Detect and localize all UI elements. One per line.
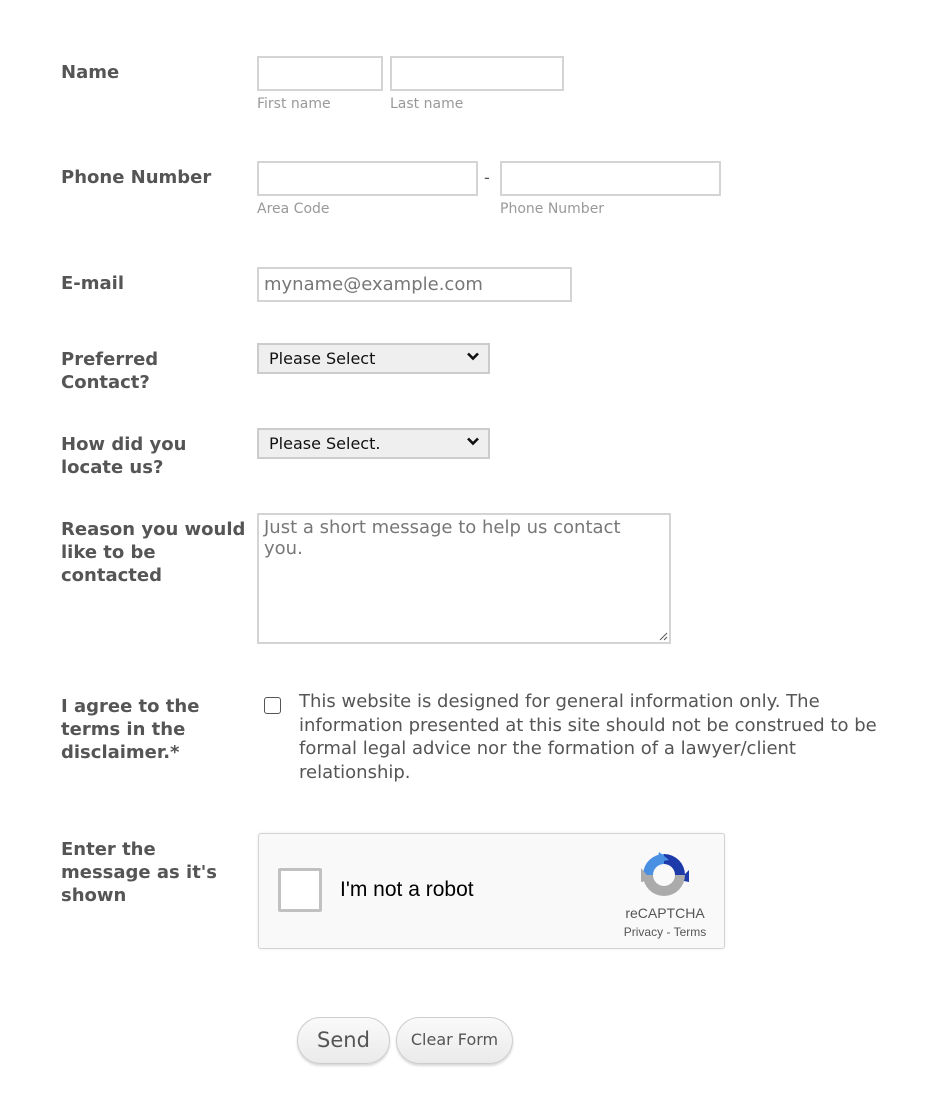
recaptcha-widget xyxy=(258,833,725,949)
email-placeholder: myname@example.com xyxy=(264,274,483,295)
preferred-contact-select[interactable] xyxy=(257,343,490,374)
recaptcha-brand: reCAPTCHA xyxy=(625,905,705,921)
chevron-down-icon xyxy=(466,434,480,448)
captcha-label xyxy=(61,838,217,907)
terms-link[interactable]: Terms xyxy=(673,925,707,939)
email-label: E-mail xyxy=(61,273,125,294)
first-name-input[interactable] xyxy=(257,56,383,91)
recaptcha-text: I'm not a robot xyxy=(340,878,474,901)
label-line: Contact? xyxy=(61,372,150,393)
area-code-sublabel: Area Code xyxy=(257,201,330,217)
recaptcha-links xyxy=(607,925,723,939)
name-label: Name xyxy=(61,62,120,83)
label-line: contacted xyxy=(61,565,162,586)
label-line: Reason you would xyxy=(61,519,246,540)
reason-placeholder: Just a short message to help us contact you. xyxy=(264,517,621,559)
label-line: terms in the xyxy=(61,719,186,740)
label-line: I agree to the xyxy=(61,696,200,717)
clear-form-button[interactable]: Clear Form xyxy=(396,1017,513,1064)
first-name-sublabel: First name xyxy=(257,96,331,112)
label-line: Enter the xyxy=(61,839,156,860)
disclaimer-text: This website is designed for general information only. The information presented at this site should not be construed to be formal legal advice nor the formation of a lawyer/client relationship. xyxy=(299,691,877,783)
label-line: disclaimer.* xyxy=(61,742,180,763)
last-name-sublabel: Last name xyxy=(390,96,464,112)
phone-number-input[interactable] xyxy=(500,161,721,196)
locate-select[interactable] xyxy=(257,428,490,459)
privacy-link[interactable]: Privacy xyxy=(623,925,664,939)
recaptcha-logo-icon xyxy=(639,850,689,900)
agree-label xyxy=(61,695,199,764)
label-line: like to be xyxy=(61,542,156,563)
selected-value: Please Select. xyxy=(269,434,381,453)
send-button[interactable]: Send xyxy=(297,1017,390,1064)
preferred-contact-label xyxy=(61,348,158,394)
area-code-input[interactable] xyxy=(257,161,478,196)
locate-label xyxy=(61,433,186,479)
recaptcha-checkbox[interactable] xyxy=(278,868,322,912)
last-name-input[interactable] xyxy=(390,56,564,91)
email-input[interactable] xyxy=(257,267,572,302)
label-line: message as it's xyxy=(61,862,218,883)
selected-value: Please Select xyxy=(269,349,376,368)
resize-grip-icon[interactable] xyxy=(658,631,668,641)
link-separator: - xyxy=(663,925,674,939)
agree-checkbox[interactable] xyxy=(264,697,281,714)
phone-label: Phone Number xyxy=(61,167,212,188)
phone-number-sublabel: Phone Number xyxy=(500,201,605,217)
phone-separator: - xyxy=(484,168,490,187)
reason-label xyxy=(61,518,245,587)
label-line: locate us? xyxy=(61,457,164,478)
label-line: shown xyxy=(61,885,127,906)
reason-textarea[interactable] xyxy=(257,513,671,644)
label-line: How did you xyxy=(61,434,187,455)
label-line: Preferred xyxy=(61,349,159,370)
chevron-down-icon xyxy=(466,349,480,363)
